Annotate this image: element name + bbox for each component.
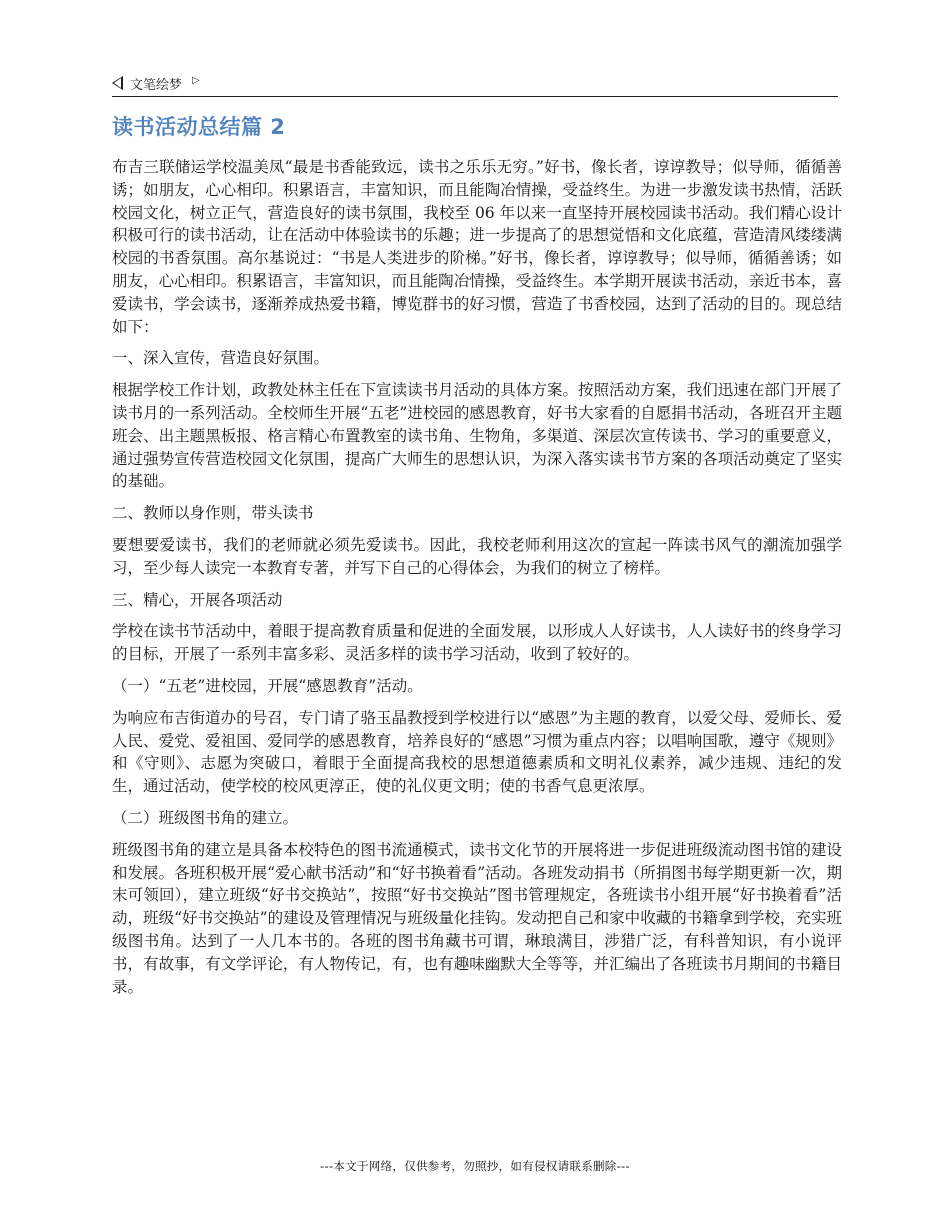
document-title: 读书活动总结篇 2 <box>112 115 286 139</box>
brand-label: 文笔绘梦 <box>130 77 183 93</box>
section-heading-1: 一、深入宣传，营造良好氛围。 <box>112 349 330 368</box>
document-body <box>112 112 842 1007</box>
page-footer: ---本文于网络，仅供参考，勿照抄，如有侵权请联系删除--- <box>320 1159 630 1173</box>
page-header <box>112 70 838 97</box>
right-triangle-icon: ▷ <box>192 75 200 86</box>
paragraph-subsection-1: 为响应布吉街道办的号召，专门请了骆玉晶教授到学校进行以“感恩”为主题的教育，以爱父母、爱师长、爱人民、爱党、爱祖国、爱同学的感恩教育，培养良好的“感恩”习惯为重点内容；以唱响国歌，遵守《规则》和《守则》、志愿为突破口，着眼于全面提高我校的思想道德素质和文明礼仪素养，减少违规、违纪的发生，通过活动，使学校的校风更淳正，使的礼仪更文明；使的书香气息更浓厚。 <box>112 708 842 796</box>
section-heading-2: 二、教师以身作则，带头读书 <box>112 504 314 523</box>
paragraph-intro: 布吉三联储运学校温美凤“最是书香能致远，读书之乐乐无穷。”好书，像长者，谆谆教导；似导师，循循善诱；如朋友，心心相印。积累语言，丰富知识，而且能陶冶情操，受益终生。为进一步激发读书热情，活跃校园文化，树立正气，营造良好的读书氛围，我校至 06 年以来一直坚持开展校园读书活动。我们精心设计积极可行的读书活动，让在活动中体验读书的乐趣；进一步提高了的思想觉悟和文化底蕴，营造清风缕缕满校园的书香氛围。高尔基说过：“书是人类进步的阶梯。”好书，像长者，谆谆教导；似导师，循循善诱；如朋友，心心相印。积累语言，丰富知识，而且能陶冶情操，受益终生。本学期开展读书活动，亲近书本，喜爱读书，学会读书，逐渐养成热爱书籍，博览群书的好习惯，营造了书香校园，达到了活动的目的。现总结如下： <box>112 158 842 336</box>
left-triangle-icon <box>112 76 123 90</box>
section-heading-3: 三、精心，开展各项活动 <box>112 590 283 609</box>
paragraph-section-2: 要想要爱读书，我们的老师就必须先爱读书。因此，我校老师利用这次的宣起一阵读书风气的潮流加强学习，至少每人读完一本教育专著，并写下自己的心得体会，为我们的树立了榜样。 <box>112 535 842 577</box>
paragraph-subsection-2: 班级图书角的建立是具备本校特色的图书流通模式，读书文化节的开展将进一步促进班级流动图书馆的建设和发展。各班积极开展“爱心献书活动”和“好书换着看”活动。各班发动捐书（所捐图书每学期更新一次，期末可领回），建立班级“好书交换站”，按照“好书交换站”图书管理规定，各班读书小组开展“好书换着看”活动，班级“好书交换站”的建设及管理情况与班级量化挂钩。发动把自己和家中收藏的书籍拿到学校，充实班级图书角。达到了一人几本书的。各班的图书角藏书可谓，琳琅满目，涉猎广泛，有科普知识，有小说评书，有故事，有文学评论，有人物传记，有，也有趣味幽默大全等等，并汇编出了各班读书月期间的书籍目录。 <box>112 840 842 996</box>
paragraph-section-1: 根据学校工作计划，政教处林主任在下宣读读书月活动的具体方案。按照活动方案，我们迅速在部门开展了读书月的一系列活动。全校师生开展“五老”进校园的感恩教育，好书大家看的自愿捐书活动，各班召开主题班会、出主题黑板报、格言精心布置教室的读书角、生物角，多渠道、深层次宣传读书、学习的重要意义，通过强势宣传营造校园文化氛围，提高广大师生的思想认识，为深入落实读书节方案的各项活动奠定了坚实的基础。 <box>112 381 842 491</box>
paragraph-section-3: 学校在读书节活动中，着眼于提高教育质量和促进的全面发展，以形成人人好读书，人人读好书的终身学习的目标，开展了一系列丰富多彩、灵活多样的读书学习活动，收到了较好的。 <box>112 622 842 664</box>
subsection-heading-2: （二）班级图书角的建立。 <box>112 808 299 827</box>
subsection-heading-1: （一）“五老”进校园，开展“感恩教育”活动。 <box>112 676 423 695</box>
